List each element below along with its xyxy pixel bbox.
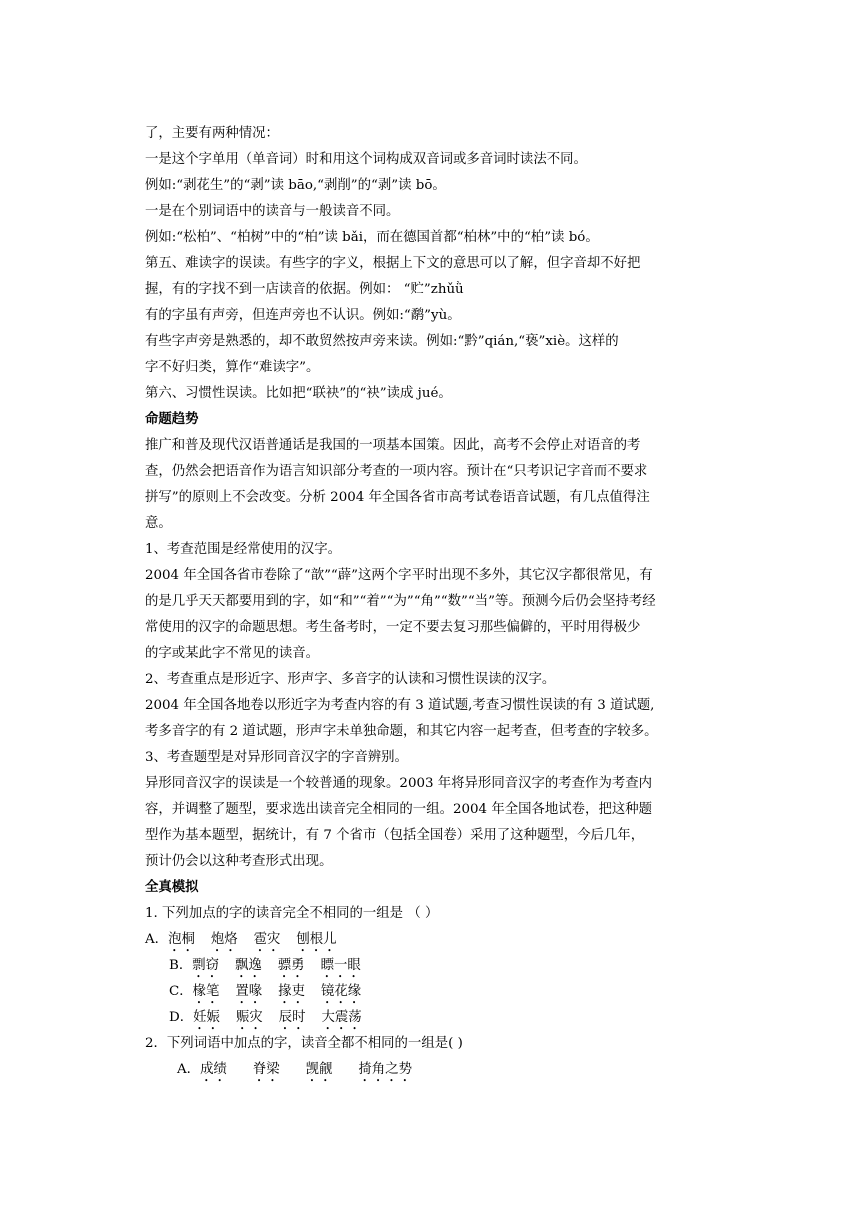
question-1-option-a [145,930,717,950]
text-line: 型作为基本题型，据统计，有 7 个省市（包括全国卷）采用了这种题型，今后几年， [145,828,645,843]
text-line: 容，并调整了题型，要求选出读音完全相同的一组。2004 年全国各地试卷，把这种题 [145,802,653,817]
text-line: 一是这个字单用（单音词）时和用这个词构成双音词或多音词时读法不同。 [145,152,587,167]
option-word: 泡桐 [168,932,195,947]
option-word: 成绩 [200,1062,227,1077]
option-word: 脊梁 [252,1062,280,1077]
text-line: 例如:“松柏”、“柏树”中的“柏”读 bǎi，而在德国首都“柏林”中的“柏”读 bó。 [145,230,599,245]
option-word: 炮烙 [210,932,238,947]
text-line: 拼写”的原则上不会改变。分析 2004 年全国各省市高考试卷语音试题，有几点值得注 [145,490,650,505]
option-word: 置喙 [235,984,263,999]
text-line: 1、考查范围是经常使用的汉字。 [145,542,341,557]
text-line: 第五、难读字的误读。有些字的字义，根据上下文的意思可以了解，但字音却不好把 [145,256,641,271]
text-line: 异形同音汉字的误读是一个较普通的现象。2003 年将异形同音汉字的考查作为考查内 [145,776,653,791]
text-line: 有的字虽有声旁，但连声旁也不认识。例如:“鹬”yù。 [145,308,461,323]
text-line: 查，仍然会把语音作为语言知识部分考查的一项内容。预计在“只考识记字音而不要求 [145,464,648,479]
option-word: 妊娠 [193,1010,220,1025]
option-label: C． [169,984,193,999]
text-line: 第六、习惯性误读。比如把“联袂”的“袂”读成 jué。 [145,386,452,401]
question-1-option-d [145,1008,717,1028]
text-line: 3、考查题型是对异形同音汉字的字音辨别。 [145,750,408,765]
option-word: 掎角之势 [358,1062,412,1077]
option-label: D． [169,1010,194,1025]
option-word: 瞟一眼 [320,958,361,973]
text-line: 握，有的字找不到一店读音的依据。例如： “贮”zhǔǜ [145,282,464,297]
text-line: 字不好归类，算作“难读字”。 [145,360,320,375]
text-line: 2004 年全国各地卷以形近字为考查内容的有 3 道试题,考查习惯性误读的有 3 道试题, [145,698,655,713]
section-heading-practice: 全真模拟 [145,880,199,895]
option-word: 大震荡 [321,1010,362,1025]
option-label: A． [145,932,169,947]
question-1-stem: 1. 下列加点的字的读音完全不相同的一组是 （ ） [145,906,439,921]
option-word: 剽窃 [192,958,220,973]
option-label: A． [177,1062,201,1077]
text-line: 意。 [145,516,172,531]
text-line: 了，主要有两种情况： [145,126,279,141]
option-word: 雹灾 [253,932,281,947]
section-heading-trend: 命题趋势 [145,412,199,427]
option-word: 骠勇 [277,958,305,973]
option-label: B． [169,958,193,973]
option-word: 镜花缘 [320,984,362,999]
text-line: 有些字声旁是熟悉的，却不敢贸然按声旁来读。例如:“黔”qián,“亵”xiè。这样的 [145,334,619,349]
option-word: 刨根儿 [296,932,337,947]
option-word: 飘逸 [235,958,262,973]
question-1-option-b [145,956,717,976]
option-word: 椽笔 [192,984,220,999]
text-line: 一是在个别词语中的读音与一般读音不同。 [145,204,400,219]
text-line: 2004 年全国各省市卷除了“歆”“薜”这两个字平时出现不多外，其它汉字都很常见，有 [145,568,653,583]
text-line: 预计仍会以这种考查形式出现。 [145,854,333,869]
question-2-stem: 2．下列词语中加点的字，读音全都不相同的一组是( ) [145,1036,463,1051]
option-word: 觊觎 [305,1062,333,1077]
text-line: 常使用的汉字的命题思想。考生备考时，一定不要去复习那些偏僻的，平时用得极少 [145,620,641,635]
text-line: 2、考查重点是形近字、形声字、多音字的认读和习惯性误读的汉字。 [145,672,556,687]
question-2-option-a [145,1060,717,1080]
text-line: 的是几乎天天都要用到的字，如“和”“着”“为”“角”“数”“当”等。预测今后仍会坚持考经 [145,594,656,609]
option-word: 掾吏 [278,984,305,999]
text-line: 考多音字的有 2 道试题，形声字未单独命题，和其它内容一起考查，但考查的字较多。 [145,724,658,739]
option-word: 赈灾 [235,1010,263,1025]
text-line: 例如:“剥花生”的“剥”读 bāo,“剥削”的“剥”读 bō。 [145,178,446,193]
option-word: 辰时 [278,1010,306,1025]
text-line: 推广和普及现代汉语普通话是我国的一项基本国策。因此，高考不会停止对语音的考 [145,438,641,453]
text-line: 的字或某此字不常见的读音。 [145,646,320,661]
document-page [145,124,717,1086]
question-1-option-c [145,982,717,1002]
